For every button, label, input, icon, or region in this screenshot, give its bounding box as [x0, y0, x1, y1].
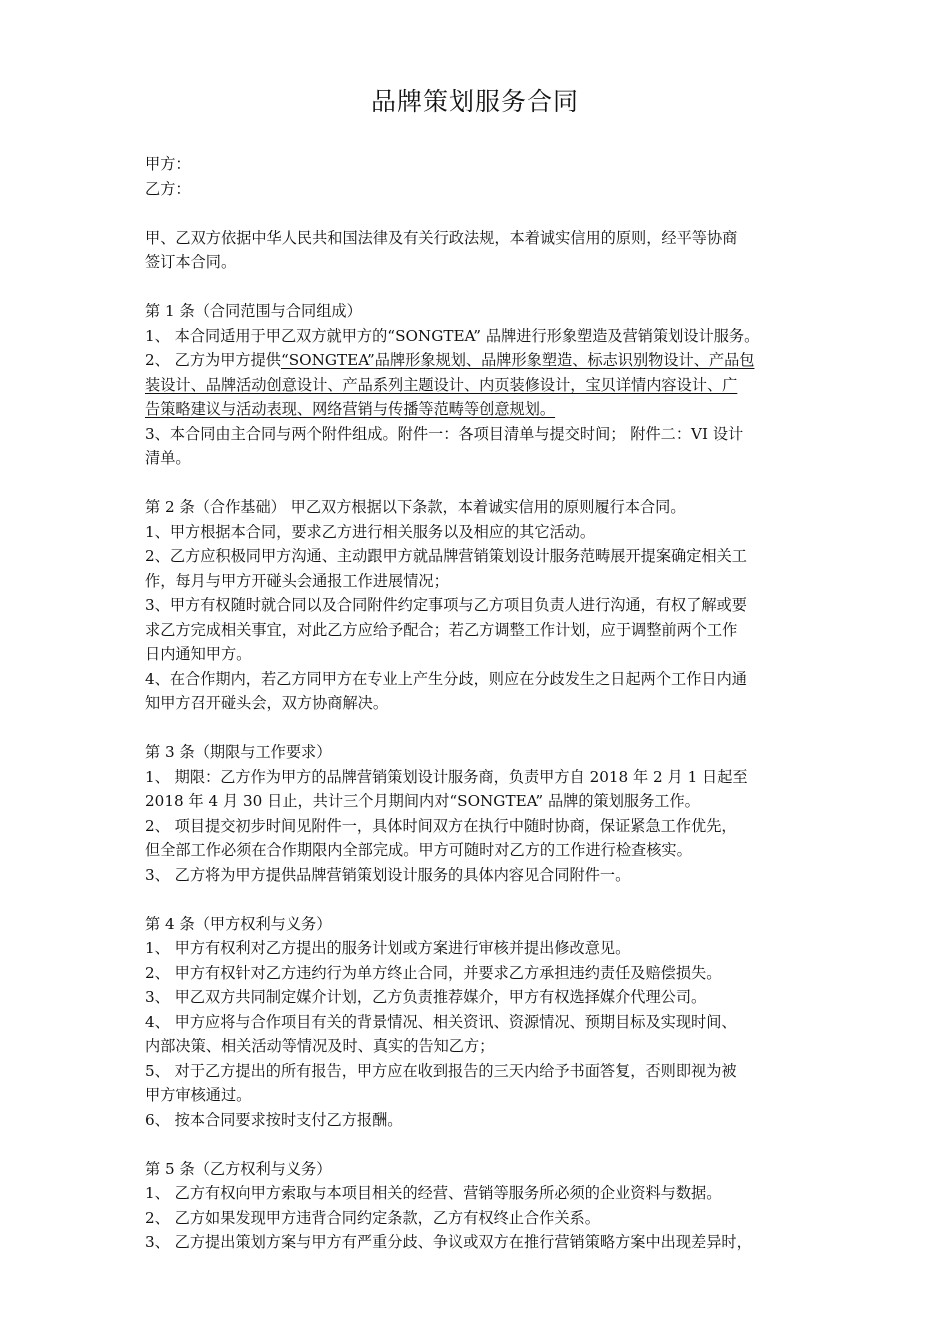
clause-line: 2、 甲方有权针对乙方违约行为单方终止合同，并要求乙方承担违约责任及赔偿损失。: [145, 963, 722, 982]
blank-line: [145, 887, 810, 912]
clause-line: 1、 期限：乙方作为甲方的品牌营销策划设计服务商，负责甲方自 2018 年 2 月 1 日起至: [145, 767, 748, 786]
party-a-label: 甲方：: [145, 155, 191, 173]
blank-line: [145, 275, 810, 300]
clause-line: 清单。: [145, 449, 191, 467]
clause-line: [145, 348, 810, 373]
clause-line: 5、 对于乙方提出的所有报告，甲方应在收到报告的三天内给予书面答复，否则即视为被: [145, 1061, 737, 1080]
clause-line: [145, 397, 810, 422]
underlined-text: 装设计、品牌活动创意设计、产品系列主题设计、内页装修设计，宝贝详情内容设计、广: [145, 375, 738, 394]
article-5: [145, 1157, 810, 1255]
article-heading: 第 4 条（甲方权利与义务）: [145, 914, 332, 933]
clause-line: 4、 甲方应将与合作项目有关的背景情况、相关资讯、资源情况、预期目标及实现时间、: [145, 1012, 737, 1031]
clause-line: 日内通知甲方。: [145, 645, 252, 663]
clause-line: 2、 项目提交初步时间见附件一，具体时间双方在执行中随时协商，保证紧急工作优先，: [145, 816, 737, 835]
document-body: [145, 152, 810, 1255]
blank-line: [145, 471, 810, 496]
clause-line: 1、 甲方有权利对乙方提出的服务计划或方案进行审核并提出修改意见。: [145, 939, 631, 957]
underlined-text: “SONGTEA”品牌形象规划、品牌形象塑造、标志识别物设计、产品包: [281, 351, 755, 369]
clause-line: 内部决策、相关活动等情况及时、真实的告知乙方；: [145, 1037, 495, 1055]
clause-line: 3、 乙方提出策划方案与甲方有严重分歧、争议或双方在推行营销策略方案中出现差异时，: [145, 1233, 752, 1251]
blank-line: [145, 201, 810, 226]
blank-line: [145, 1132, 810, 1157]
clause-line: 但全部工作必须在合作期限内全部完成。甲方可随时对乙方的工作进行检查核实。: [145, 841, 692, 859]
clause-line: 2、乙方应积极同甲方沟通、主动跟甲方就品牌营销策划设计服务范畴展开提案确定相关工: [145, 547, 747, 565]
clause-line: 甲方审核通过。: [145, 1086, 252, 1104]
preamble: [145, 226, 810, 275]
document-title: 品牌策划服务合同: [370, 87, 579, 116]
article-4: [145, 912, 810, 1133]
article-heading: 第 2 条（合作基础） 甲乙双方根据以下条款，本着诚实信用的原则履行本合同。: [145, 498, 686, 516]
clause-line: 3、 甲乙双方共同制定媒介计划，乙方负责推荐媒介，甲方有权选择媒介代理公司。: [145, 988, 707, 1006]
article-heading: 第 1 条（合同范围与合同组成）: [145, 302, 362, 320]
underlined-text: 告策略建议与活动表现、网络营销与传播等范畴等创意规划。: [145, 400, 556, 418]
clause-line: 求乙方完成相关事宜，对此乙方应给予配合；若乙方调整工作计划，应于调整前两个工作: [145, 620, 738, 639]
article-heading: 第 3 条（期限与工作要求）: [145, 743, 332, 761]
article-3: [145, 740, 810, 887]
clause-line: 4、在合作期内，若乙方同甲方在专业上产生分歧，则应在分歧发生之日起两个工作日内通: [145, 669, 747, 688]
clause-prefix: 2、 乙方为甲方提供: [145, 351, 281, 369]
clause-line: [145, 373, 810, 398]
article-heading: 第 5 条（乙方权利与义务）: [145, 1159, 332, 1178]
paragraph-line: 签订本合同。: [145, 253, 237, 271]
blank-line: [145, 716, 810, 741]
article-1: [145, 299, 810, 471]
clause-line: 1、 乙方有权向甲方索取与本项目相关的经营、营销等服务所必须的企业资料与数据。: [145, 1184, 722, 1202]
clause-line: 3、甲方有权随时就合同以及合同附件约定事项与乙方项目负责人进行沟通，有权了解或要: [145, 596, 747, 614]
clause-line: 知甲方召开碰头会，双方协商解决。: [145, 694, 388, 712]
clause-line: 3、本合同由主合同与两个附件组成。附件一：各项目清单与提交时间； 附件二：VI 设计: [145, 424, 744, 443]
clause-line: 作，每月与甲方开碰头会通报工作进展情况；: [145, 571, 449, 590]
clause-line: 3、 乙方将为甲方提供品牌营销策划设计服务的具体内容见合同附件一。: [145, 865, 631, 884]
clause-line: 6、 按本合同要求按时支付乙方报酬。: [145, 1110, 403, 1129]
party-b-label: 乙方：: [145, 179, 191, 198]
clause-line: 2、 乙方如果发现甲方违背合同约定条款，乙方有权终止合作关系。: [145, 1208, 600, 1227]
clause-line: 1、 本合同适用于甲乙双方就甲方的“SONGTEA” 品牌进行形象塑造及营销策划设计服务。: [145, 326, 760, 345]
article-2: [145, 495, 810, 716]
clause-line: 1、甲方根据本合同，要求乙方进行相关服务以及相应的其它活动。: [145, 522, 596, 541]
paragraph-line: 甲、乙双方依据中华人民共和国法律及有关行政法规，本着诚实信用的原则，经平等协商: [145, 228, 738, 247]
clause-line: 2018 年 4 月 30 日止，共计三个月期间内对“SONGTEA” 品牌的策划服务工作。: [145, 792, 700, 810]
